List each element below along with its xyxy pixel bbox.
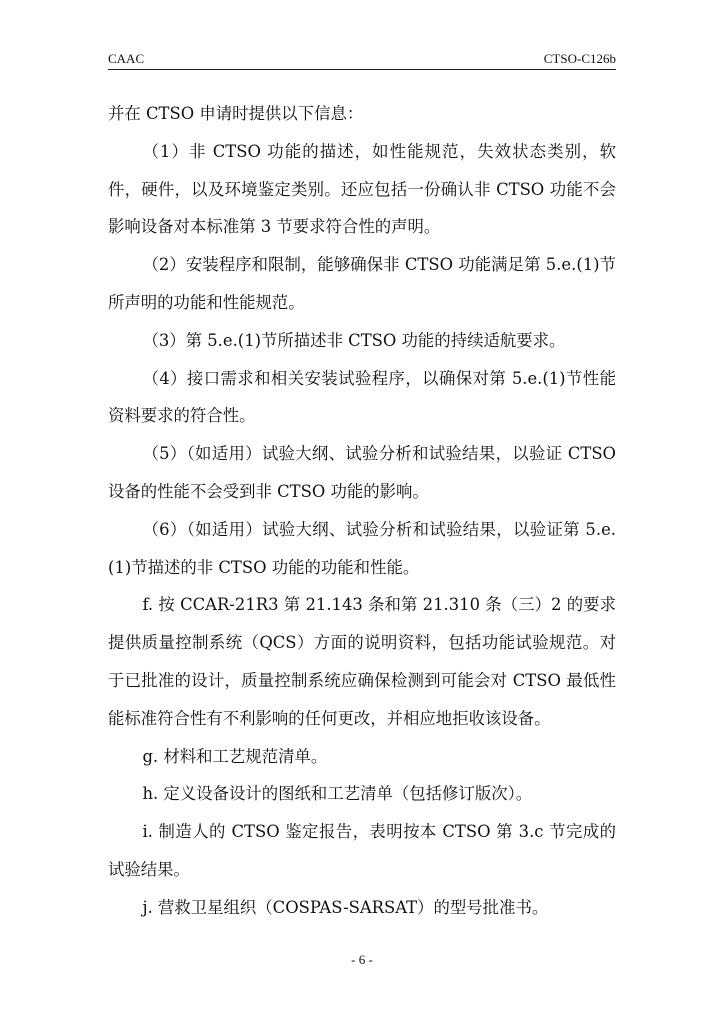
item-6-paragraph: （6）（如适用）试验大纲、试验分析和试验结果，以验证第 5.e.(1)节描述的非 CTSO 功能的功能和性能。 (108, 519, 616, 577)
item-i-paragraph: i. 制造人的 CTSO 鉴定报告，表明按本 CTSO 第 3.c 节完成的试验结果。 (108, 822, 616, 879)
header-rule (108, 69, 616, 70)
item-j-paragraph: j. 营救卫星组织（COSPAS-SARSAT）的型号批准书。 (142, 897, 549, 917)
item-h-paragraph: h. 定义设备设计的图纸和工艺清单（包括修订版次）。 (142, 784, 533, 804)
item-g-paragraph: g. 材料和工艺规范清单。 (142, 746, 328, 766)
item-4-paragraph: （4）接口需求和相关安装试验程序，以确保对第 5.e.(1)节性能资料要求的符合性。 (108, 368, 616, 426)
item-3-paragraph: （3）第 5.e.(1)节所描述非 CTSO 功能的持续适航要求。 (142, 330, 566, 350)
page-number: - 6 - (351, 952, 373, 967)
item-f-paragraph: f. 按 CCAR-21R3 第 21.143 条和第 21.310 条（三）2 的要求提供质量控制系统（QCS）方面的说明资料，包括功能试验规范。对于已批准的设计，质量控制系统应确保检测到可能会对 CTSO 最低性能标准符合性有不利影响的任何更改，并相应地拒收该设备。 (108, 595, 616, 728)
header-org: CAAC (108, 51, 145, 66)
header-doc-number: CTSO-C126b (543, 51, 616, 66)
item-2-paragraph: （2）安装程序和限制，能够确保非 CTSO 功能满足第 5.e.(1)节所声明的功能和性能规范。 (108, 255, 616, 312)
intro-line: 并在 CTSO 申请时提供以下信息： (108, 104, 364, 123)
item-5-paragraph: （5）（如适用）试验大纲、试验分析和试验结果，以验证 CTSO 设备的性能不会受到非 CTSO 功能的影响。 (108, 444, 616, 501)
document-body (108, 95, 616, 927)
item-1-paragraph: （1）非 CTSO 功能的描述，如性能规范，失效状态类别，软件，硬件，以及环境鉴定类别。还应包括一份确认非 CTSO 功能不会影响设备对本标准第 3 节要求符合性的声明。 (108, 141, 616, 237)
page-header (108, 50, 616, 68)
